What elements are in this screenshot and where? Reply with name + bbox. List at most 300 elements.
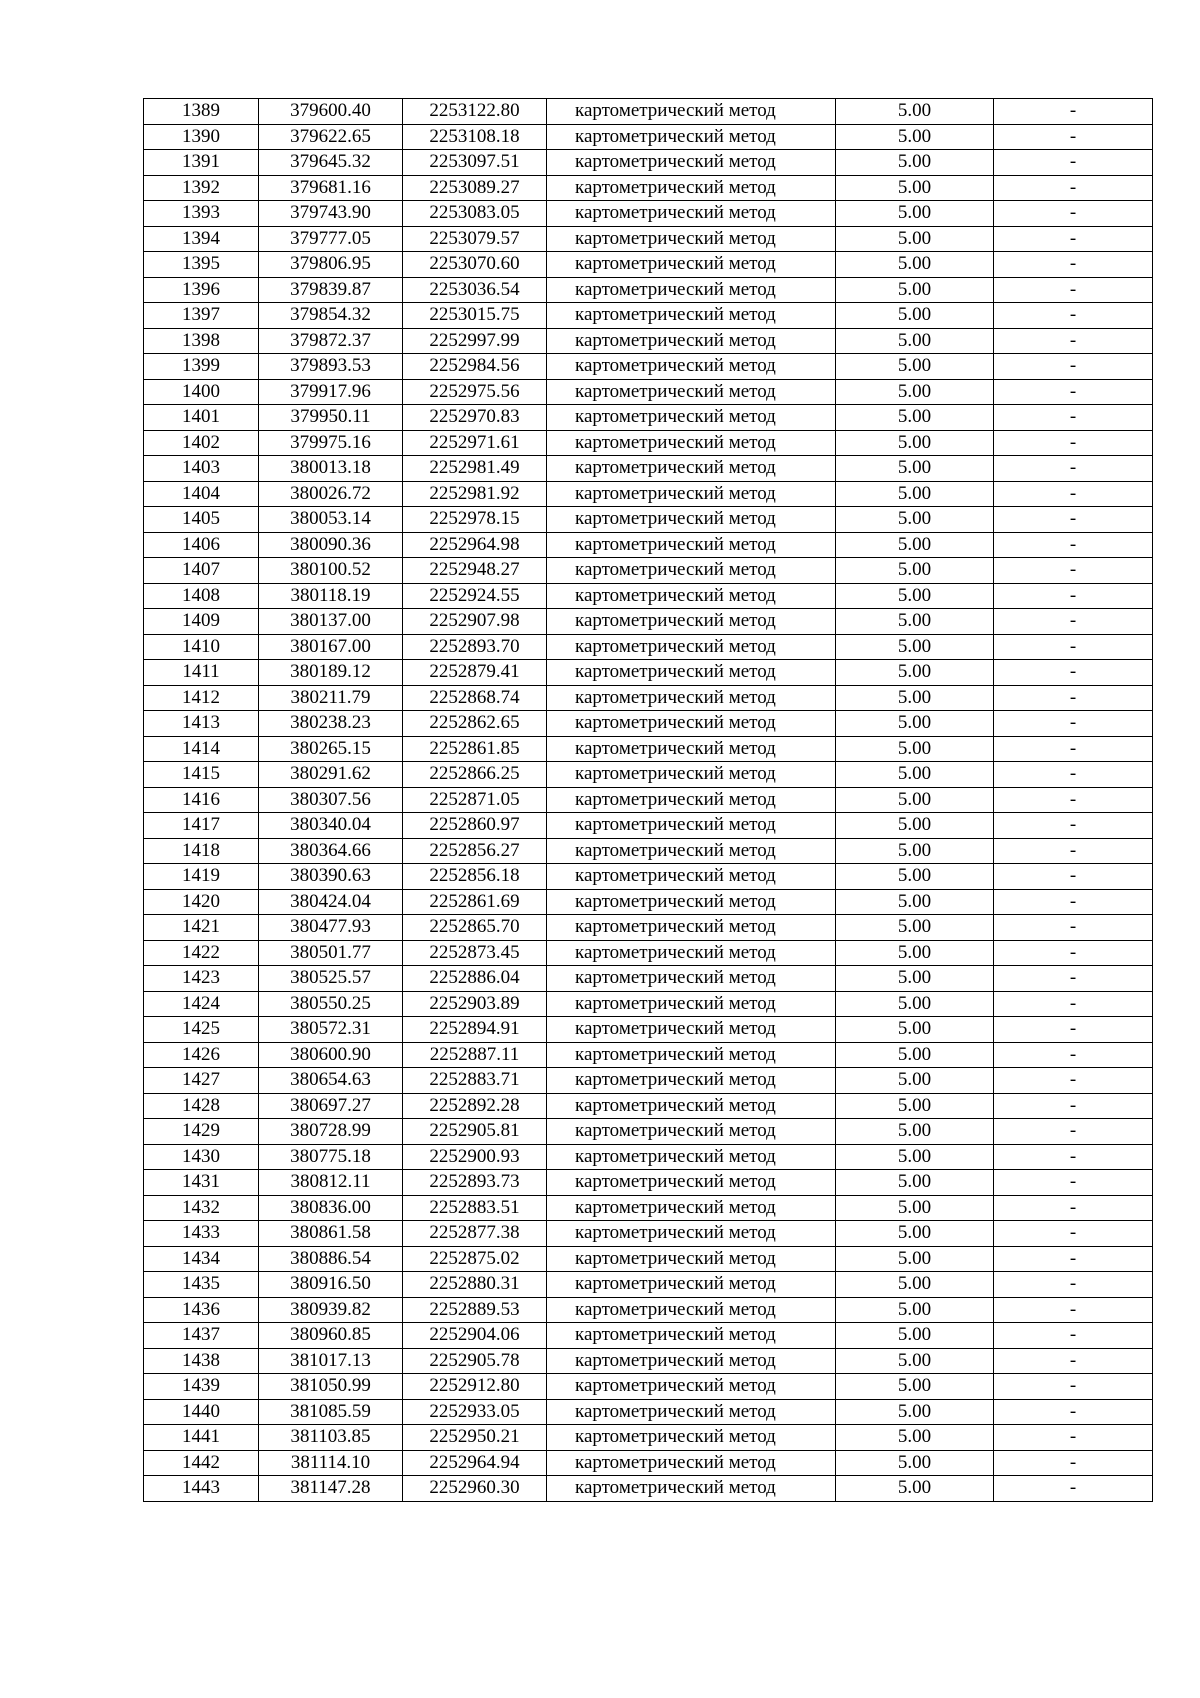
description-cell: - [994,762,1153,788]
table-row [144,1297,1153,1323]
x-coordinate-cell: 381050.99 [259,1374,403,1400]
description-cell: - [994,430,1153,456]
method-cell: картометрический метод [547,609,836,635]
table-row [144,328,1153,354]
x-coordinate-cell: 380211.79 [259,685,403,711]
accuracy-cell: 5.00 [836,889,994,915]
description-cell: - [994,354,1153,380]
method-cell: картометрический метод [547,736,836,762]
x-coordinate-cell: 380090.36 [259,532,403,558]
coordinates-table-body [144,99,1153,1502]
table-row [144,838,1153,864]
method-cell: картометрический метод [547,430,836,456]
point-number-cell: 1416 [144,787,259,813]
description-cell: - [994,1093,1153,1119]
x-coordinate-cell: 380525.57 [259,966,403,992]
description-cell: - [994,277,1153,303]
table-row [144,660,1153,686]
x-coordinate-cell: 380775.18 [259,1144,403,1170]
method-cell: картометрический метод [547,813,836,839]
method-cell: картометрический метод [547,685,836,711]
description-cell: - [994,634,1153,660]
x-coordinate-cell: 380013.18 [259,456,403,482]
y-coordinate-cell: 2252856.27 [403,838,547,864]
point-number-cell: 1391 [144,150,259,176]
point-number-cell: 1411 [144,660,259,686]
accuracy-cell: 5.00 [836,736,994,762]
accuracy-cell: 5.00 [836,991,994,1017]
description-cell: - [994,379,1153,405]
method-cell: картометрический метод [547,1017,836,1043]
y-coordinate-cell: 2252970.83 [403,405,547,431]
x-coordinate-cell: 380550.25 [259,991,403,1017]
method-cell: картометрический метод [547,1476,836,1502]
table-row [144,1246,1153,1272]
description-cell: - [994,175,1153,201]
table-row [144,1068,1153,1094]
x-coordinate-cell: 380307.56 [259,787,403,813]
point-number-cell: 1443 [144,1476,259,1502]
method-cell: картометрический метод [547,787,836,813]
method-cell: картометрический метод [547,1246,836,1272]
y-coordinate-cell: 2252905.78 [403,1348,547,1374]
point-number-cell: 1395 [144,252,259,278]
x-coordinate-cell: 381085.59 [259,1399,403,1425]
accuracy-cell: 5.00 [836,226,994,252]
x-coordinate-cell: 380654.63 [259,1068,403,1094]
x-coordinate-cell: 380238.23 [259,711,403,737]
y-coordinate-cell: 2253097.51 [403,150,547,176]
method-cell: картометрический метод [547,328,836,354]
accuracy-cell: 5.00 [836,1221,994,1247]
method-cell: картометрический метод [547,558,836,584]
accuracy-cell: 5.00 [836,634,994,660]
accuracy-cell: 5.00 [836,405,994,431]
table-row [144,1093,1153,1119]
table-row [144,940,1153,966]
table-row [144,1399,1153,1425]
y-coordinate-cell: 2252883.71 [403,1068,547,1094]
method-cell: картометрический метод [547,1068,836,1094]
x-coordinate-cell: 379777.05 [259,226,403,252]
accuracy-cell: 5.00 [836,1170,994,1196]
table-row [144,1221,1153,1247]
method-cell: картометрический метод [547,532,836,558]
description-cell: - [994,711,1153,737]
accuracy-cell: 5.00 [836,813,994,839]
accuracy-cell: 5.00 [836,685,994,711]
accuracy-cell: 5.00 [836,1144,994,1170]
description-cell: - [994,124,1153,150]
point-number-cell: 1432 [144,1195,259,1221]
description-cell: - [994,1144,1153,1170]
x-coordinate-cell: 379950.11 [259,405,403,431]
table-row [144,1272,1153,1298]
y-coordinate-cell: 2252924.55 [403,583,547,609]
x-coordinate-cell: 381114.10 [259,1450,403,1476]
y-coordinate-cell: 2253108.18 [403,124,547,150]
description-cell: - [994,940,1153,966]
x-coordinate-cell: 379743.90 [259,201,403,227]
description-cell: - [994,328,1153,354]
table-row [144,405,1153,431]
accuracy-cell: 5.00 [836,532,994,558]
accuracy-cell: 5.00 [836,1399,994,1425]
description-cell: - [994,1221,1153,1247]
table-row [144,252,1153,278]
description-cell: - [994,558,1153,584]
description-cell: - [994,1399,1153,1425]
description-cell: - [994,583,1153,609]
method-cell: картометрический метод [547,1399,836,1425]
accuracy-cell: 5.00 [836,175,994,201]
y-coordinate-cell: 2252865.70 [403,915,547,941]
point-number-cell: 1435 [144,1272,259,1298]
y-coordinate-cell: 2252873.45 [403,940,547,966]
accuracy-cell: 5.00 [836,124,994,150]
y-coordinate-cell: 2252875.02 [403,1246,547,1272]
method-cell: картометрический метод [547,1195,836,1221]
x-coordinate-cell: 379975.16 [259,430,403,456]
table-row [144,150,1153,176]
accuracy-cell: 5.00 [836,1017,994,1043]
description-cell: - [994,660,1153,686]
accuracy-cell: 5.00 [836,762,994,788]
x-coordinate-cell: 380026.72 [259,481,403,507]
table-row [144,303,1153,329]
table-row [144,456,1153,482]
method-cell: картометрический метод [547,303,836,329]
x-coordinate-cell: 380916.50 [259,1272,403,1298]
accuracy-cell: 5.00 [836,430,994,456]
method-cell: картометрический метод [547,1450,836,1476]
x-coordinate-cell: 380572.31 [259,1017,403,1043]
y-coordinate-cell: 2252905.81 [403,1119,547,1145]
y-coordinate-cell: 2252933.05 [403,1399,547,1425]
y-coordinate-cell: 2252960.30 [403,1476,547,1502]
method-cell: картометрический метод [547,456,836,482]
description-cell: - [994,303,1153,329]
x-coordinate-cell: 381017.13 [259,1348,403,1374]
table-row [144,583,1153,609]
accuracy-cell: 5.00 [836,379,994,405]
y-coordinate-cell: 2252889.53 [403,1297,547,1323]
point-number-cell: 1390 [144,124,259,150]
method-cell: картометрический метод [547,915,836,941]
accuracy-cell: 5.00 [836,1093,994,1119]
y-coordinate-cell: 2253036.54 [403,277,547,303]
accuracy-cell: 5.00 [836,481,994,507]
point-number-cell: 1415 [144,762,259,788]
coordinates-table [143,98,1153,1502]
method-cell: картометрический метод [547,1119,836,1145]
method-cell: картометрический метод [547,991,836,1017]
point-number-cell: 1405 [144,507,259,533]
accuracy-cell: 5.00 [836,303,994,329]
point-number-cell: 1439 [144,1374,259,1400]
table-row [144,813,1153,839]
y-coordinate-cell: 2252964.94 [403,1450,547,1476]
y-coordinate-cell: 2252868.74 [403,685,547,711]
y-coordinate-cell: 2252883.51 [403,1195,547,1221]
point-number-cell: 1409 [144,609,259,635]
accuracy-cell: 5.00 [836,277,994,303]
description-cell: - [994,915,1153,941]
table-row [144,634,1153,660]
description-cell: - [994,1476,1153,1502]
method-cell: картометрический метод [547,889,836,915]
description-cell: - [994,1068,1153,1094]
table-row [144,1348,1153,1374]
table-row [144,1017,1153,1043]
accuracy-cell: 5.00 [836,354,994,380]
y-coordinate-cell: 2252981.49 [403,456,547,482]
method-cell: картометрический метод [547,1221,836,1247]
description-cell: - [994,1297,1153,1323]
y-coordinate-cell: 2252886.04 [403,966,547,992]
table-row [144,1476,1153,1502]
point-number-cell: 1440 [144,1399,259,1425]
x-coordinate-cell: 381147.28 [259,1476,403,1502]
method-cell: картометрический метод [547,226,836,252]
y-coordinate-cell: 2252860.97 [403,813,547,839]
point-number-cell: 1400 [144,379,259,405]
description-cell: - [994,685,1153,711]
x-coordinate-cell: 380697.27 [259,1093,403,1119]
y-coordinate-cell: 2253015.75 [403,303,547,329]
point-number-cell: 1401 [144,405,259,431]
table-row [144,175,1153,201]
description-cell: - [994,1246,1153,1272]
accuracy-cell: 5.00 [836,787,994,813]
table-row [144,736,1153,762]
y-coordinate-cell: 2252981.92 [403,481,547,507]
method-cell: картометрический метод [547,940,836,966]
method-cell: картометрический метод [547,201,836,227]
table-row [144,864,1153,890]
description-cell: - [994,1195,1153,1221]
x-coordinate-cell: 379806.95 [259,252,403,278]
x-coordinate-cell: 381103.85 [259,1425,403,1451]
point-number-cell: 1422 [144,940,259,966]
table-row [144,558,1153,584]
table-row [144,762,1153,788]
method-cell: картометрический метод [547,1093,836,1119]
description-cell: - [994,864,1153,890]
point-number-cell: 1420 [144,889,259,915]
y-coordinate-cell: 2252971.61 [403,430,547,456]
table-row [144,99,1153,125]
description-cell: - [994,889,1153,915]
point-number-cell: 1426 [144,1042,259,1068]
x-coordinate-cell: 380960.85 [259,1323,403,1349]
description-cell: - [994,226,1153,252]
y-coordinate-cell: 2252950.21 [403,1425,547,1451]
x-coordinate-cell: 380812.11 [259,1170,403,1196]
y-coordinate-cell: 2252964.98 [403,532,547,558]
point-number-cell: 1433 [144,1221,259,1247]
x-coordinate-cell: 379872.37 [259,328,403,354]
description-cell: - [994,507,1153,533]
point-number-cell: 1389 [144,99,259,125]
table-row [144,1170,1153,1196]
table-row [144,1195,1153,1221]
point-number-cell: 1394 [144,226,259,252]
point-number-cell: 1430 [144,1144,259,1170]
point-number-cell: 1418 [144,838,259,864]
accuracy-cell: 5.00 [836,1323,994,1349]
accuracy-cell: 5.00 [836,1195,994,1221]
x-coordinate-cell: 380390.63 [259,864,403,890]
x-coordinate-cell: 380118.19 [259,583,403,609]
x-coordinate-cell: 380836.00 [259,1195,403,1221]
accuracy-cell: 5.00 [836,558,994,584]
y-coordinate-cell: 2253079.57 [403,226,547,252]
method-cell: картометрический метод [547,1170,836,1196]
y-coordinate-cell: 2252978.15 [403,507,547,533]
y-coordinate-cell: 2252862.65 [403,711,547,737]
accuracy-cell: 5.00 [836,1297,994,1323]
accuracy-cell: 5.00 [836,838,994,864]
description-cell: - [994,405,1153,431]
point-number-cell: 1397 [144,303,259,329]
method-cell: картометрический метод [547,966,836,992]
y-coordinate-cell: 2252871.05 [403,787,547,813]
point-number-cell: 1431 [144,1170,259,1196]
y-coordinate-cell: 2252893.73 [403,1170,547,1196]
accuracy-cell: 5.00 [836,328,994,354]
y-coordinate-cell: 2252900.93 [403,1144,547,1170]
point-number-cell: 1398 [144,328,259,354]
x-coordinate-cell: 379681.16 [259,175,403,201]
method-cell: картометрический метод [547,481,836,507]
y-coordinate-cell: 2253089.27 [403,175,547,201]
x-coordinate-cell: 379622.65 [259,124,403,150]
point-number-cell: 1412 [144,685,259,711]
point-number-cell: 1407 [144,558,259,584]
y-coordinate-cell: 2252907.98 [403,609,547,635]
x-coordinate-cell: 380424.04 [259,889,403,915]
point-number-cell: 1421 [144,915,259,941]
point-number-cell: 1417 [144,813,259,839]
accuracy-cell: 5.00 [836,150,994,176]
accuracy-cell: 5.00 [836,1374,994,1400]
y-coordinate-cell: 2252877.38 [403,1221,547,1247]
description-cell: - [994,1017,1153,1043]
point-number-cell: 1429 [144,1119,259,1145]
y-coordinate-cell: 2252948.27 [403,558,547,584]
x-coordinate-cell: 380291.62 [259,762,403,788]
point-number-cell: 1399 [144,354,259,380]
y-coordinate-cell: 2252887.11 [403,1042,547,1068]
method-cell: картометрический метод [547,1297,836,1323]
method-cell: картометрический метод [547,1374,836,1400]
x-coordinate-cell: 380265.15 [259,736,403,762]
table-row [144,1323,1153,1349]
table-row [144,481,1153,507]
table-row [144,889,1153,915]
point-number-cell: 1419 [144,864,259,890]
accuracy-cell: 5.00 [836,864,994,890]
accuracy-cell: 5.00 [836,507,994,533]
point-number-cell: 1427 [144,1068,259,1094]
point-number-cell: 1436 [144,1297,259,1323]
method-cell: картометрический метод [547,354,836,380]
table-row [144,430,1153,456]
y-coordinate-cell: 2253122.80 [403,99,547,125]
description-cell: - [994,252,1153,278]
description-cell: - [994,1374,1153,1400]
point-number-cell: 1424 [144,991,259,1017]
point-number-cell: 1404 [144,481,259,507]
point-number-cell: 1414 [144,736,259,762]
point-number-cell: 1406 [144,532,259,558]
point-number-cell: 1438 [144,1348,259,1374]
x-coordinate-cell: 380600.90 [259,1042,403,1068]
y-coordinate-cell: 2252975.56 [403,379,547,405]
table-row [144,1119,1153,1145]
description-cell: - [994,1348,1153,1374]
y-coordinate-cell: 2252894.91 [403,1017,547,1043]
point-number-cell: 1442 [144,1450,259,1476]
table-row [144,124,1153,150]
description-cell: - [994,1042,1153,1068]
method-cell: картометрический метод [547,507,836,533]
accuracy-cell: 5.00 [836,660,994,686]
table-row [144,201,1153,227]
method-cell: картометрический метод [547,838,836,864]
y-coordinate-cell: 2252903.89 [403,991,547,1017]
method-cell: картометрический метод [547,1042,836,1068]
method-cell: картометрический метод [547,864,836,890]
description-cell: - [994,736,1153,762]
method-cell: картометрический метод [547,252,836,278]
description-cell: - [994,1272,1153,1298]
table-row [144,507,1153,533]
accuracy-cell: 5.00 [836,252,994,278]
method-cell: картометрический метод [547,660,836,686]
table-row [144,226,1153,252]
y-coordinate-cell: 2252984.56 [403,354,547,380]
table-row [144,1425,1153,1451]
accuracy-cell: 5.00 [836,966,994,992]
x-coordinate-cell: 379917.96 [259,379,403,405]
accuracy-cell: 5.00 [836,1450,994,1476]
table-row [144,609,1153,635]
x-coordinate-cell: 380861.58 [259,1221,403,1247]
accuracy-cell: 5.00 [836,1119,994,1145]
description-cell: - [994,201,1153,227]
y-coordinate-cell: 2253070.60 [403,252,547,278]
accuracy-cell: 5.00 [836,1246,994,1272]
y-coordinate-cell: 2252879.41 [403,660,547,686]
description-cell: - [994,1323,1153,1349]
description-cell: - [994,99,1153,125]
y-coordinate-cell: 2253083.05 [403,201,547,227]
accuracy-cell: 5.00 [836,1425,994,1451]
table-row [144,532,1153,558]
point-number-cell: 1396 [144,277,259,303]
table-row [144,1042,1153,1068]
x-coordinate-cell: 379645.32 [259,150,403,176]
description-cell: - [994,481,1153,507]
accuracy-cell: 5.00 [836,1348,994,1374]
table-row [144,354,1153,380]
description-cell: - [994,991,1153,1017]
accuracy-cell: 5.00 [836,99,994,125]
x-coordinate-cell: 380501.77 [259,940,403,966]
y-coordinate-cell: 2252892.28 [403,1093,547,1119]
